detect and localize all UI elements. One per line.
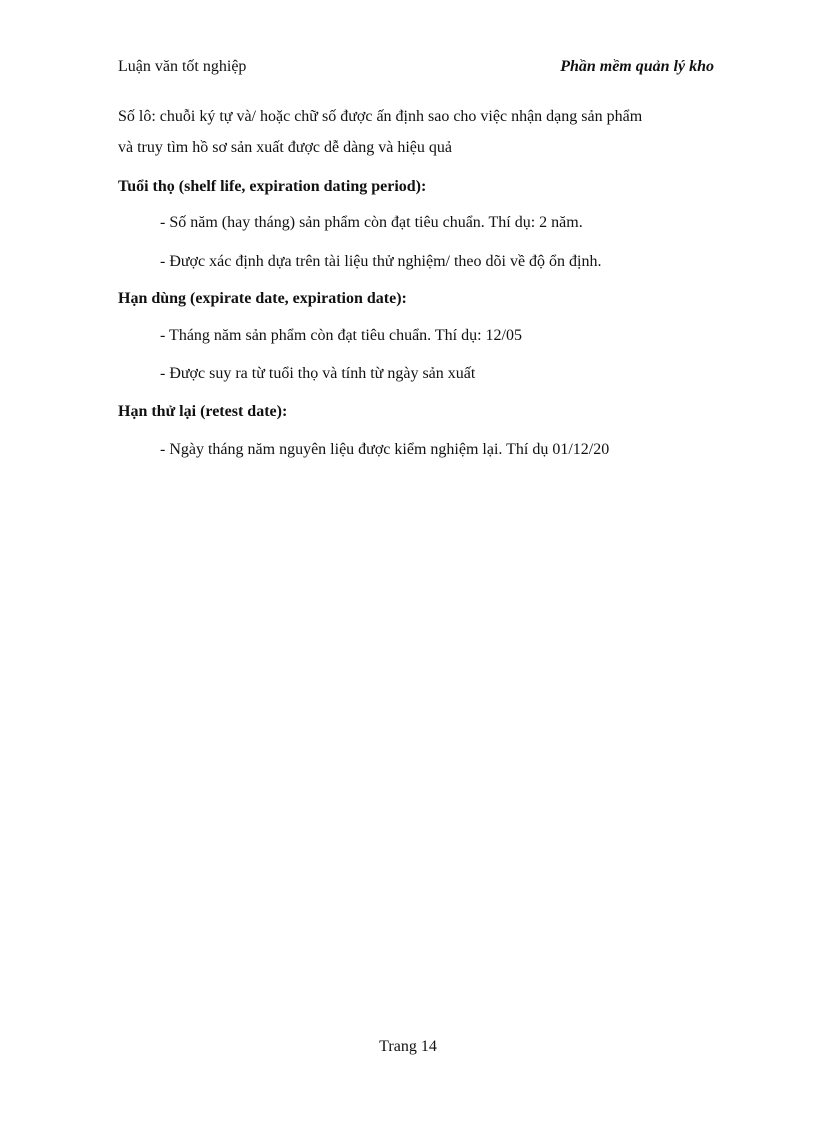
retest-date-item-1: - Ngày tháng năm nguyên liệu được kiểm nghiệm lại. Thí dụ 01/12/20	[160, 441, 610, 458]
header-document-title: Phần mềm quản lý kho	[560, 58, 714, 75]
expiration-date-item-2: - Được suy ra từ tuổi thọ và tính từ ngày sản xuất	[160, 365, 476, 382]
lot-definition-line-1: Số lô: chuỗi ký tự và/ hoặc chữ số được ấn định sao cho việc nhận dạng sản phẩm	[118, 108, 643, 125]
header-thesis-label: Luận văn tốt nghiệp	[118, 58, 247, 75]
lot-definition-line-2: và truy tìm hồ sơ sản xuất được dễ dàng và hiệu quả	[118, 139, 452, 156]
page-number: Trang 14	[379, 1038, 437, 1055]
retest-date-heading: Hạn thử lại (retest date):	[118, 403, 288, 420]
expiration-date-item-1: - Tháng năm sản phẩm còn đạt tiêu chuẩn. Thí dụ: 12/05	[160, 327, 522, 344]
shelf-life-heading: Tuổi thọ (shelf life, expiration dating period):	[118, 178, 427, 195]
shelf-life-item-1: - Số năm (hay tháng) sản phẩm còn đạt tiêu chuẩn. Thí dụ: 2 năm.	[160, 214, 583, 231]
expiration-date-heading: Hạn dùng (expirate date, expiration date):	[118, 290, 407, 307]
shelf-life-item-2: - Được xác định dựa trên tài liệu thử nghiệm/ theo dõi về độ ổn định.	[160, 253, 602, 270]
